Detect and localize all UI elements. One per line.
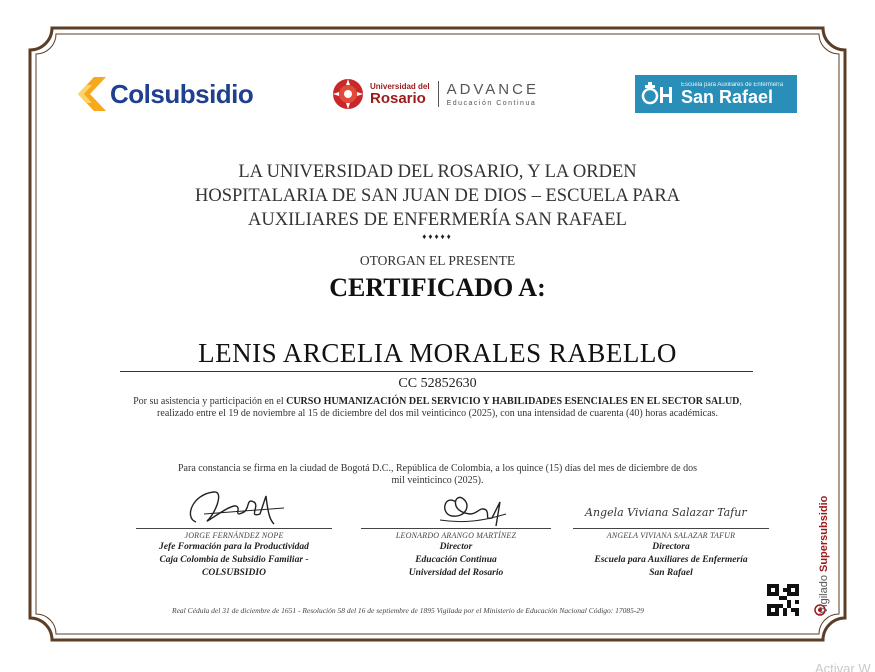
signature-line-2 [361,528,551,529]
signer-1-role-2: Caja Colombia de Subsidio Familiar - [159,555,309,565]
advance-subtitle: Educación Continua [446,99,537,107]
rosario-rose-icon [330,76,366,112]
course-name: CURSO HUMANIZACIÓN DEL SERVICIO Y HABILIDADES ESENCIALES EN EL SECTOR SALUD [286,396,740,407]
rosario-advance-logo [330,72,539,116]
signature-3-script: Angela Viviana Salazar Tafur [585,506,747,519]
certificate-body [0,396,875,420]
signer-3-name: ANGELA VIVIANA SALAZAR TAFUR [606,531,736,540]
legal-footer: Real Cédula del 31 de diciembre de 1651 - Resolución 58 del 16 de septiembre de 1895 Vigilada por el Ministerio de Educación Nacional Código: 17085-29 [172,606,644,615]
signature-block-2 [356,484,556,579]
signer-2-role-2: Educación Continua [415,555,497,565]
qr-code[interactable] [767,584,799,616]
signer-1-role-3: COLSUBSIDIO [202,568,266,578]
ornament-diamonds: ♦♦♦♦♦ [422,232,453,241]
vigilado-stamp [808,478,838,618]
signer-3-role-2: Escuela para Auxiliares de Enfermería [594,555,748,565]
vigilado-text [818,496,830,614]
body-part-1: Por su asistencia y participación en el [133,396,287,407]
activate-windows-watermark: Activar W [815,661,871,672]
signing-statement: Para constancia se firma en la ciudad de Bogotá D.C., República de Colombia, a los quince (15) días del mes de diciembre de dos mil veinticinco (2025). [177,463,697,486]
signature-block-3 [571,484,771,579]
advance-wordmark: ADVANCE [446,80,539,98]
sanrafael-big-text: San Rafael [681,87,774,107]
vigilado-prefix: Vigilado [818,572,830,614]
signer-2-role-1: Director [439,542,473,552]
certificate-title: CERTIFICADO A: [329,273,546,302]
issuer-heading [0,160,875,232]
signature-line-1 [136,528,332,529]
colsubsidio-wordmark: Colsubsidio [110,78,254,109]
rosario-small-text: Universidad del [370,81,430,91]
signature-3-scribble [571,484,771,528]
vigilado-brand: Supersubsidio [818,495,830,572]
recipient-id: CC 52852630 [398,376,477,391]
colsubsidio-chevron-icon [74,75,108,113]
signer-1-role-1: Jefe Formación para la Productividad [159,542,309,552]
rosario-big-text: Rosario [370,89,426,107]
heading-line-2: HOSPITALARIA DE SAN JUAN DE DIOS – ESCUELA PARA [194,186,681,206]
signature-line-3 [573,528,769,529]
recipient-underline [120,371,753,372]
logo-row [0,72,875,116]
heading-line-3: AUXILIARES DE ENFERMERÍA SAN RAFAEL [248,210,627,230]
body-part-2: , realizado entre el 19 de noviembre al 15 de diciembre del dos mil veinticinco (2025), con una intensidad de cuarenta (40) horas académicas. [157,396,742,419]
signer-1-name: JORGE FERNÁNDEZ NOPE [184,531,284,540]
sanrafael-small-text: Escuela para Auxiliares de Enfermería [681,82,784,88]
grant-text: OTORGAN EL PRESENTE [359,253,516,268]
signer-3-role-3: San Rafael [649,568,693,578]
signer-2-name: LEONARDO ARANGO MARTÍNEZ [395,531,517,540]
signer-2-role-3: Universidad del Rosario [408,568,504,578]
logo-divider [438,81,439,107]
colsubsidio-logo [74,72,253,116]
signer-3-role-1: Directora [652,542,690,552]
signature-block-1 [134,484,334,579]
signature-1-scribble [174,484,294,528]
heading-line-1: LA UNIVERSIDAD DEL ROSARIO, Y LA ORDEN [238,162,637,182]
sanrafael-logo [635,72,797,116]
sanrafael-emblem-icon [641,81,675,107]
recipient-name: LENIS ARCELIA MORALES RABELLO [198,338,677,368]
signature-2-scribble [396,484,516,528]
